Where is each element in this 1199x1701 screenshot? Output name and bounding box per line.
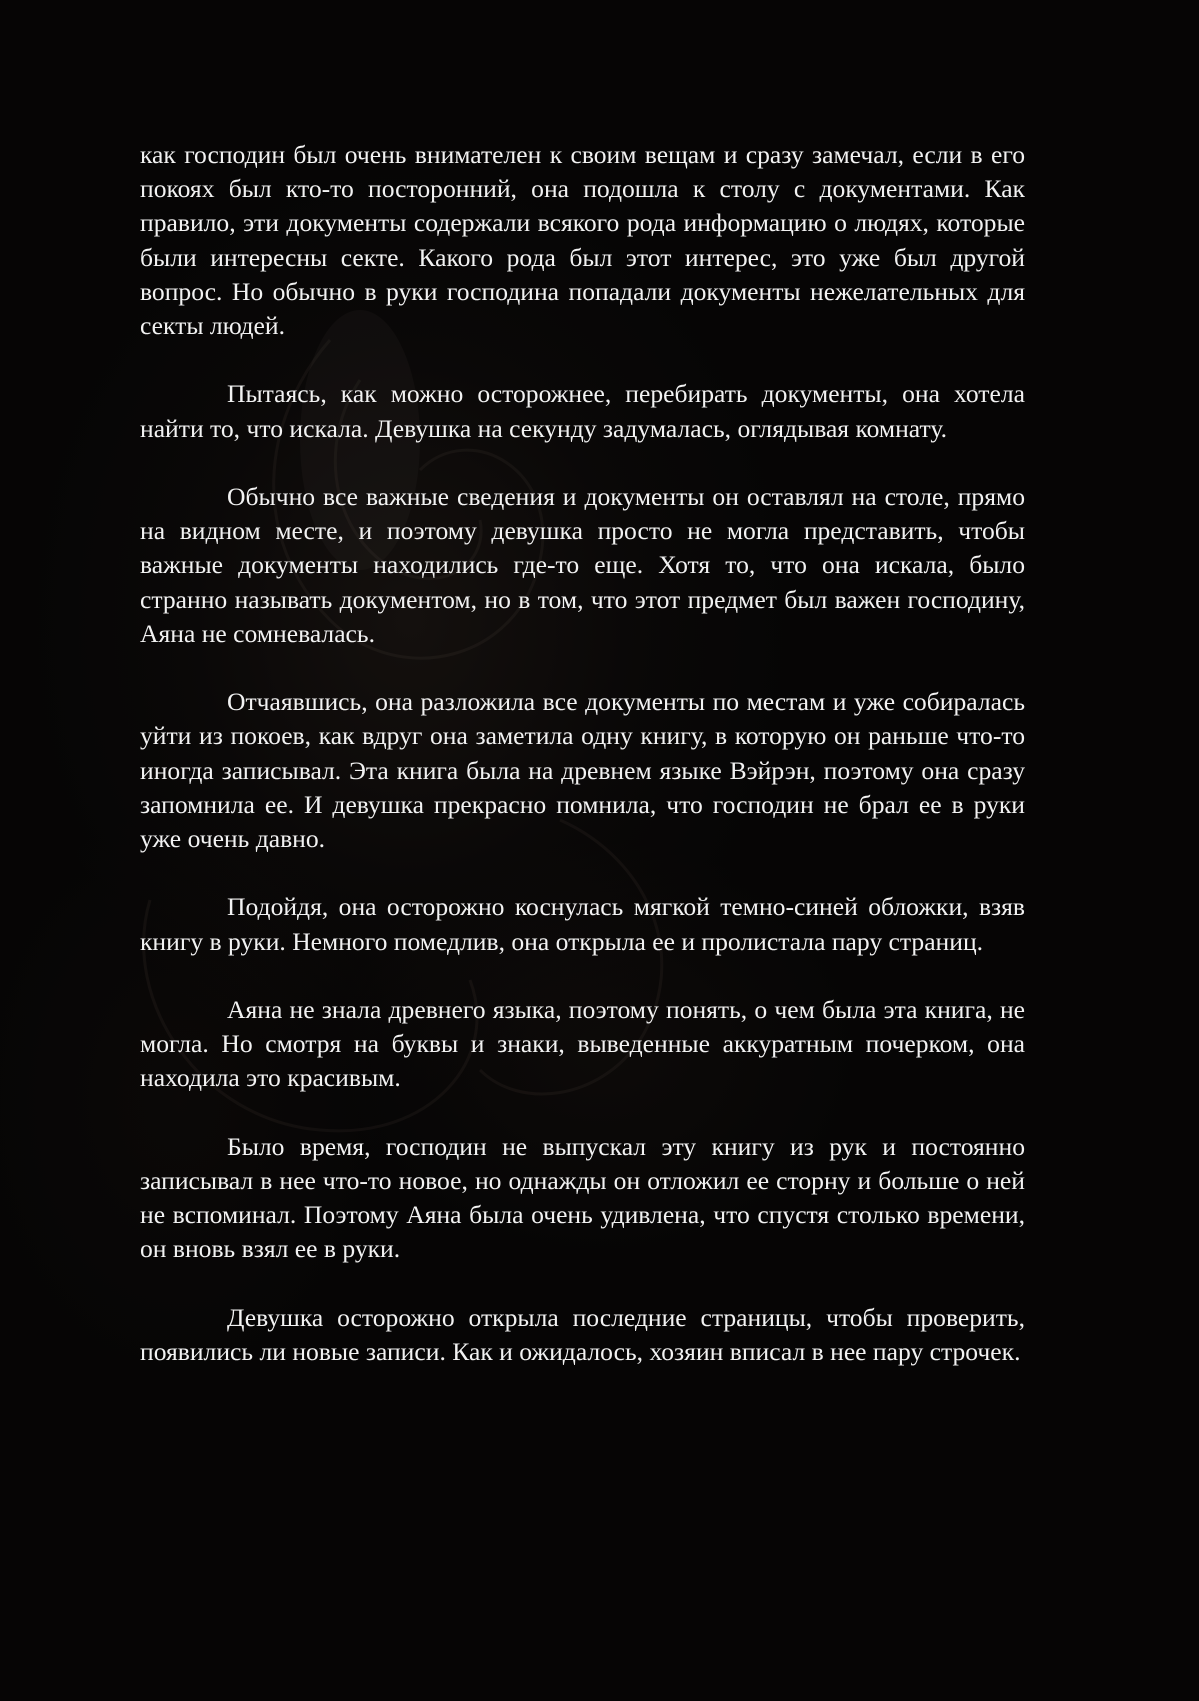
paragraph: как господин был очень внимателен к своим вещам и сразу замечал, если в его покоях был кто-то посторонний, она подошла к столу с документами. Как правило, эти документы содержали всякого рода информацию о людях, которые были интересны секте. Какого рода был этот интерес, это уже был другой вопрос. Но обычно в руки господина попадали документы нежелательных для секты людей. xyxy=(140,140,1025,341)
paragraph: Аяна не знала древнего языка, поэтому понять, о чем была эта книга, не могла. Но смотря на буквы и знаки, выведенные аккуратным почерком, она находила это красивым. xyxy=(140,995,1025,1093)
paragraph: Отчаявшись, она разложила все документы по местам и уже собиралась уйти из покоев, как вдруг она заметила одну книгу, в которую он раньше что-то иногда записывал. Эта книга была на древнем языке Вэйрэн, поэтому она сразу запомнила ее. И девушка прекрасно помнила, что господин не брал ее в руки уже очень давно. xyxy=(140,687,1025,854)
paragraph: Подойдя, она осторожно коснулась мягкой темно-синей обложки, взяв книгу в руки. Немного помедлив, она открыла ее и пролистала пару страниц. xyxy=(140,892,1025,956)
paragraph: Обычно все важные сведения и документы он оставлял на столе, прямо на видном месте, и поэтому девушка просто не могла представить, чтобы важные документы находились где-то еще. Хотя то, что она искала, было странно называть документом, но в том, что этот предмет был важен господину, Аяна не сомневалась. xyxy=(140,482,1025,648)
story-text xyxy=(140,138,1025,1403)
paragraph: Было время, господин не выпускал эту книгу из рук и постоянно записывал в нее что-то новое, но однажды он отложил ее сторну и больше о ней не вспоминал. Поэтому Аяна была очень удивлена, что спустя столько времени, он вновь взял ее в руки. xyxy=(140,1131,1025,1264)
paragraph: Девушка осторожно открыла последние страницы, чтобы проверить, появились ли новые записи. Как и ожидалось, хозяин вписал в нее пару строчек. xyxy=(140,1302,1025,1366)
paragraph: Пытаясь, как можно осторожнее, перебирать документы, она хотела найти то, что искала. Девушка на секунду задумалась, оглядывая комнату. xyxy=(140,379,1025,443)
